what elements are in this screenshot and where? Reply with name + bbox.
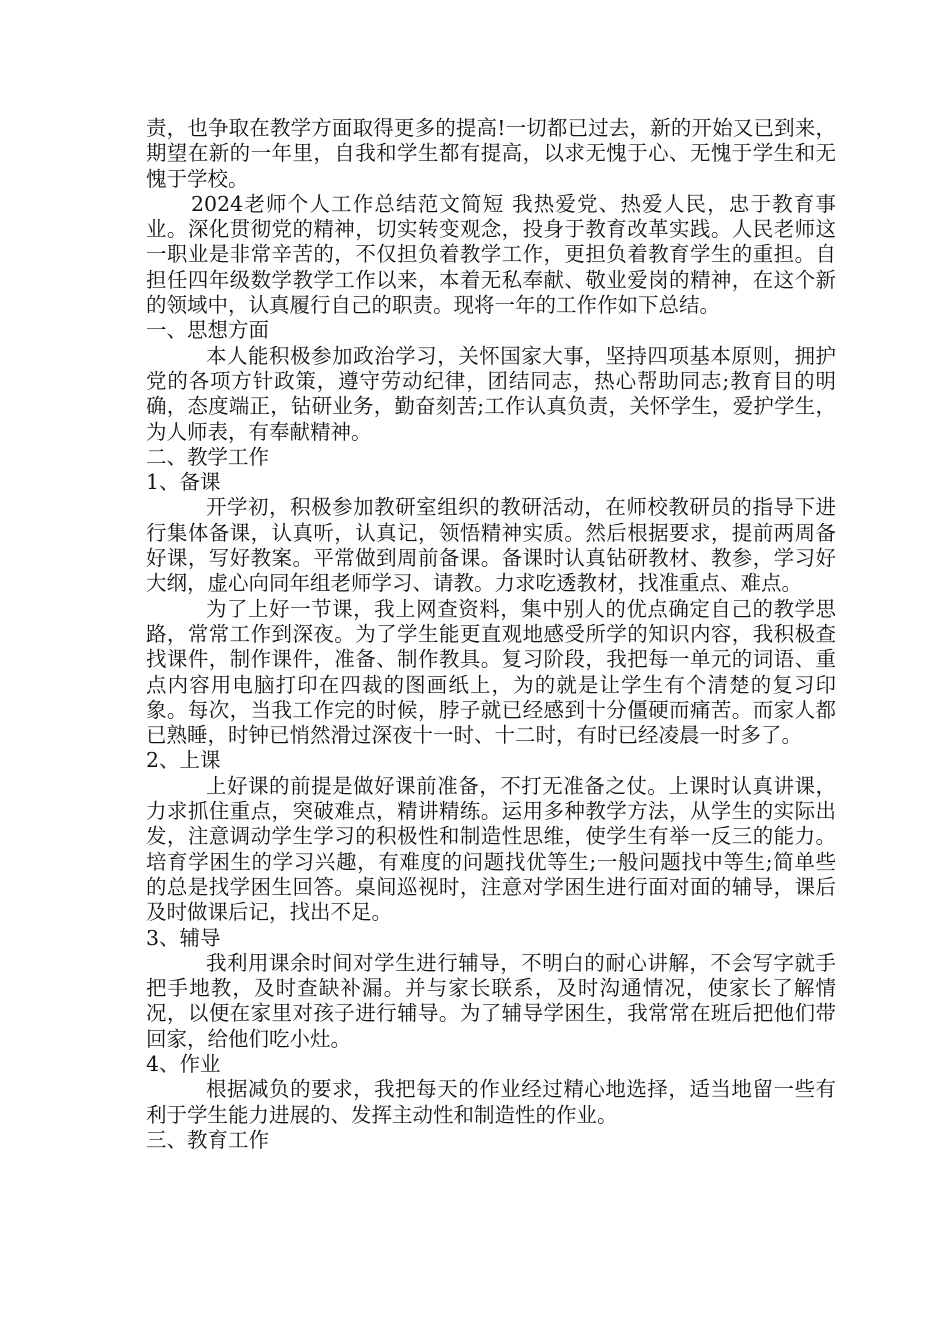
subheading-homework: 4、作业 — [146, 1051, 221, 1076]
paragraph-thought: 本人能积极参加政治学习，关怀国家大事，坚持四项基本原则，拥护党的各项方针政策，遵守劳动纪律，团结同志，热心帮助同志;教育目的明确，态度端正，钻研业务，勤奋刻苦;工作认真负责，关怀学生，爱护学生，为人师表，有奉献精神。 — [146, 343, 836, 444]
paragraph-class: 上好课的前提是做好课前准备，不打无准备之仗。上课时认真讲课，力求抓住重点，突破难点，精讲精练。运用多种教学方法，从学生的实际出发，注意调动学生学习的积极性和制造性思维，使学生有举一反三的能力。培育学困生的学习兴趣，有难度的问题找优等生;一般问题找中等生;简单些的总是找学困生回答。桌间巡视时，注意对学困生进行面对面的辅导，课后及时做课后记，找出不足。 — [146, 773, 836, 925]
document-page — [146, 116, 836, 1153]
intro-paragraph: 2024老师个人工作总结范文简短 我热爱党、热爱人民，忠于教育事业。深化贯彻党的精神，切实转变观念，投身于教育改革实践。人民老师这一职业是非常辛苦的，不仅担负着教学工作，更担负着教育学生的重担。自担任四年级数学教学工作以来，本着无私奉献、敬业爱岗的精神，在这个新的领域中，认真履行自己的职责。现将一年的工作作如下总结。 — [146, 191, 836, 318]
section-heading-education: 三、教育工作 — [146, 1127, 269, 1152]
paragraph-tutoring: 我利用课余时间对学生进行辅导，不明白的耐心讲解，不会写字就手把手地教，及时查缺补漏。并与家长联系，及时沟通情况，使家长了解情况，以便在家里对孩子进行辅导。为了辅导学困生，我常常在班后把他们带回家，给他们吃小灶。 — [146, 950, 836, 1051]
paragraph-homework: 根据减负的要求，我把每天的作业经过精心地选择，适当地留一些有利于学生能力进展的、发挥主动性和制造性的作业。 — [146, 1077, 836, 1127]
paragraph-lesson-prep-1: 开学初，积极参加教研室组织的教研活动，在师校教研员的指导下进行集体备课，认真听，认真记，领悟精神实质。然后根据要求，提前两周备好课，写好教案。平常做到周前备课。备课时认真钻研教材、教参，学习好大纲，虚心向同年组老师学习、请教。力求吃透教材，找准重点、难点。 — [146, 495, 836, 596]
subheading-class: 2、上课 — [146, 748, 221, 773]
continuation-paragraph: 责，也争取在教学方面取得更多的提高!一切都已过去，新的开始又已到来，期望在新的一年里，自我和学生都有提高，以求无愧于心、无愧于学生和无愧于学校。 — [146, 116, 836, 191]
paragraph-lesson-prep-2: 为了上好一节课，我上网查资料，集中别人的优点确定自己的教学思路，常常工作到深夜。为了学生能更直观地感受所学的知识内容，我积极查找课件，制作课件，准备、制作教具。复习阶段，我把每一单元的词语、重点内容用电脑打印在四裁的图画纸上，为的就是让学生有个清楚的复习印象。每次，当我工作完的时候，脖子就已经感到十分僵硬而痛苦。而家人都已熟睡，时钟已悄然滑过深夜十一时、十二时，有时已经凌晨一时多了。 — [146, 596, 836, 748]
section-heading-thought: 一、思想方面 — [146, 318, 269, 343]
subheading-lesson-prep: 1、备课 — [146, 470, 221, 495]
subheading-tutoring: 3、辅导 — [146, 925, 221, 950]
section-heading-teaching: 二、教学工作 — [146, 444, 269, 469]
